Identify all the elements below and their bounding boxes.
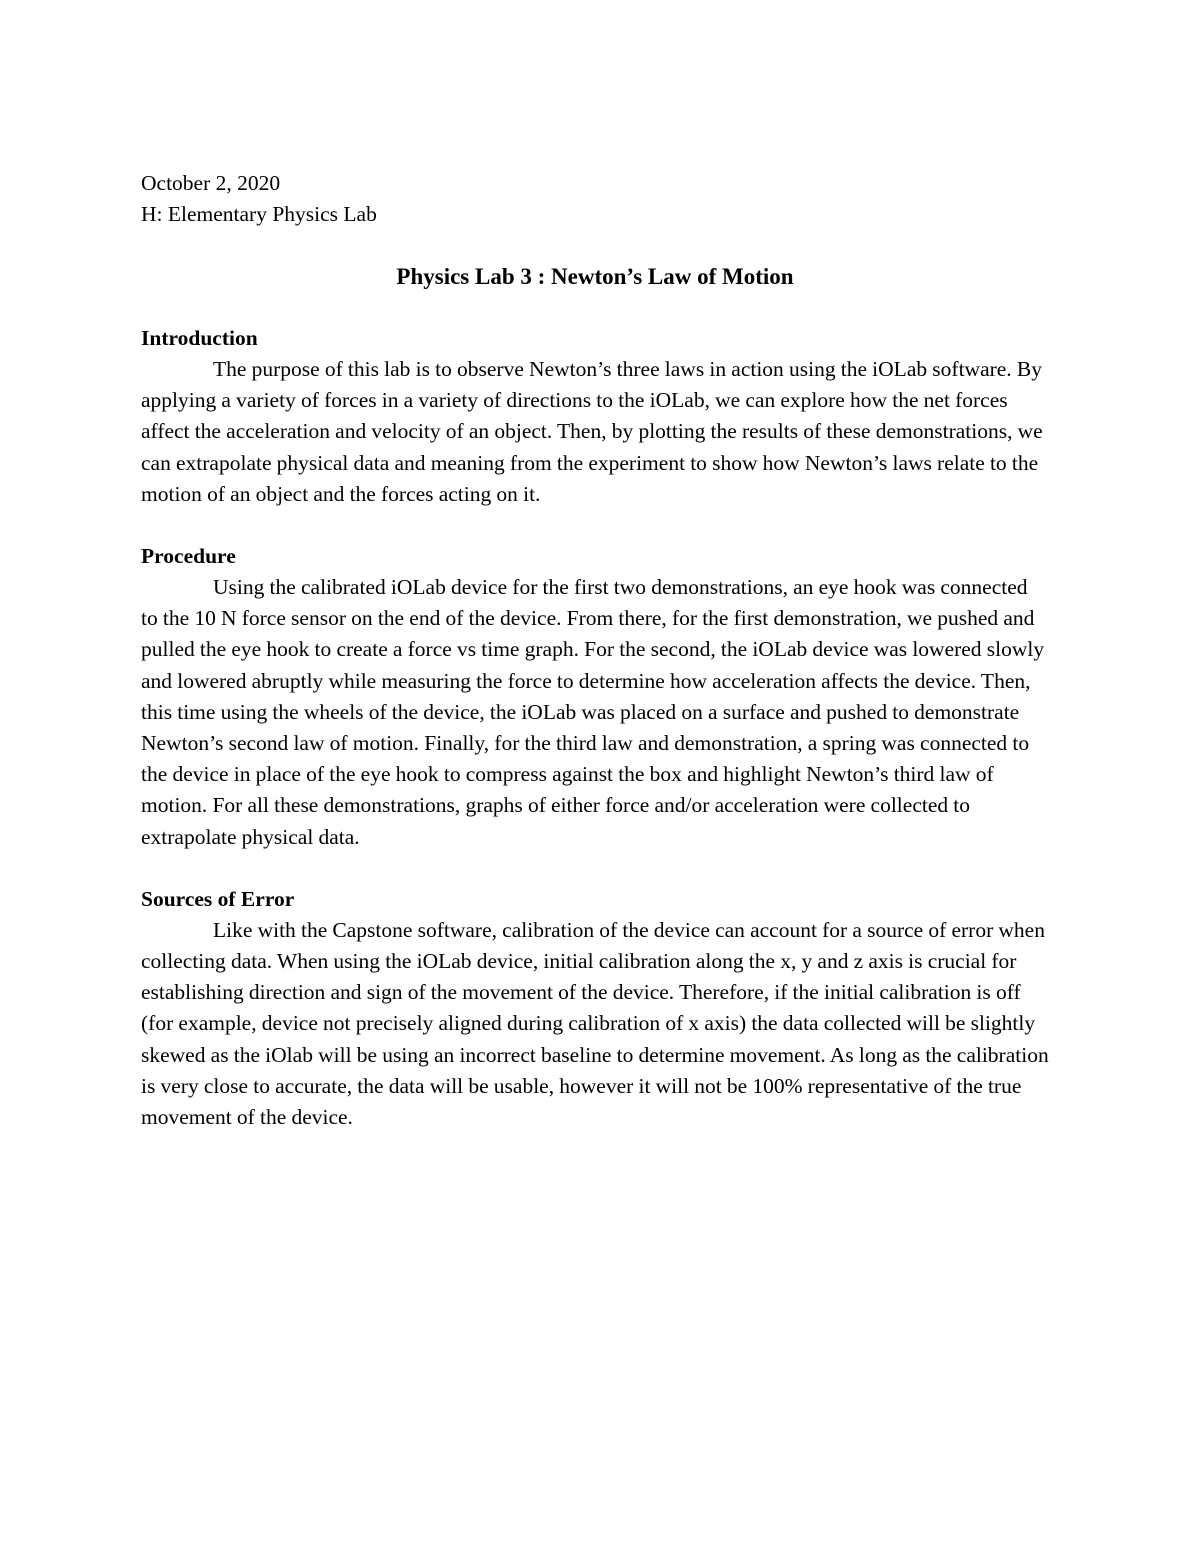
section-paragraph-introduction: The purpose of this lab is to observe Newton’s three laws in action using the iOLab software. By applying a variety of forces in a variety of directions to the iOLab, we can explore how the net forces affect the acceleration and velocity of an object. Then, by plotting the results of these demonstrations, we can extrapolate physical data and meaning from the experiment to show how Newton’s laws relate to the motion of an object and the forces acting on it. [141,357,1043,506]
section-heading-sources-of-error: Sources of Error [141,886,295,911]
document-course: H: Elementary Physics Lab [141,202,377,226]
document-title: Physics Lab 3 : Newton’s Law of Motion [396,264,794,289]
section-heading-introduction: Introduction [141,326,258,350]
section-introduction [141,323,1049,510]
section-paragraph-sources-of-error: Like with the Capstone software, calibration of the device can account for a source of error when collecting data. When using the iOLab device, initial calibration along the x, y and z axis is crucial for establishing direction and sign of the movement of the device. Therefore, if the initial calibration is off (for example, device not precisely aligned during calibration of x axis) the data collected will be slightly skewed as the iOlab will be using an incorrect baseline to determine movement. As long as the calibration is very close to accurate, the data will be usable, however it will not be 100% representative of the true movement of the device. [141,917,1049,1130]
section-sources-of-error [141,884,1049,1133]
document-date: October 2, 2020 [141,171,281,195]
document-body [141,168,1049,1133]
section-heading-procedure: Procedure [141,544,236,569]
section-paragraph-procedure: Using the calibrated iOLab device for the first two demonstrations, an eye hook was connected to the 10 N force sensor on the end of the device. From there, for the first demonstration, we pushed and pulled the eye hook to create a force vs time graph. For the second, the iOLab device was lowered slowly and lowered abruptly while measuring the force to determine how acceleration affects the device. Then, this time using the wheels of the device, the iOLab was placed on a surface and pushed to demonstrate Newton’s second law of motion. Finally, for the third law and demonstration, a spring was connected to the device in place of the eye hook to compress against the box and highlight Newton’s third law of motion. For all these demonstrations, graphs of either force and/or acceleration were collected to extrapolate physical data. [141,575,1045,849]
section-procedure [141,541,1049,853]
